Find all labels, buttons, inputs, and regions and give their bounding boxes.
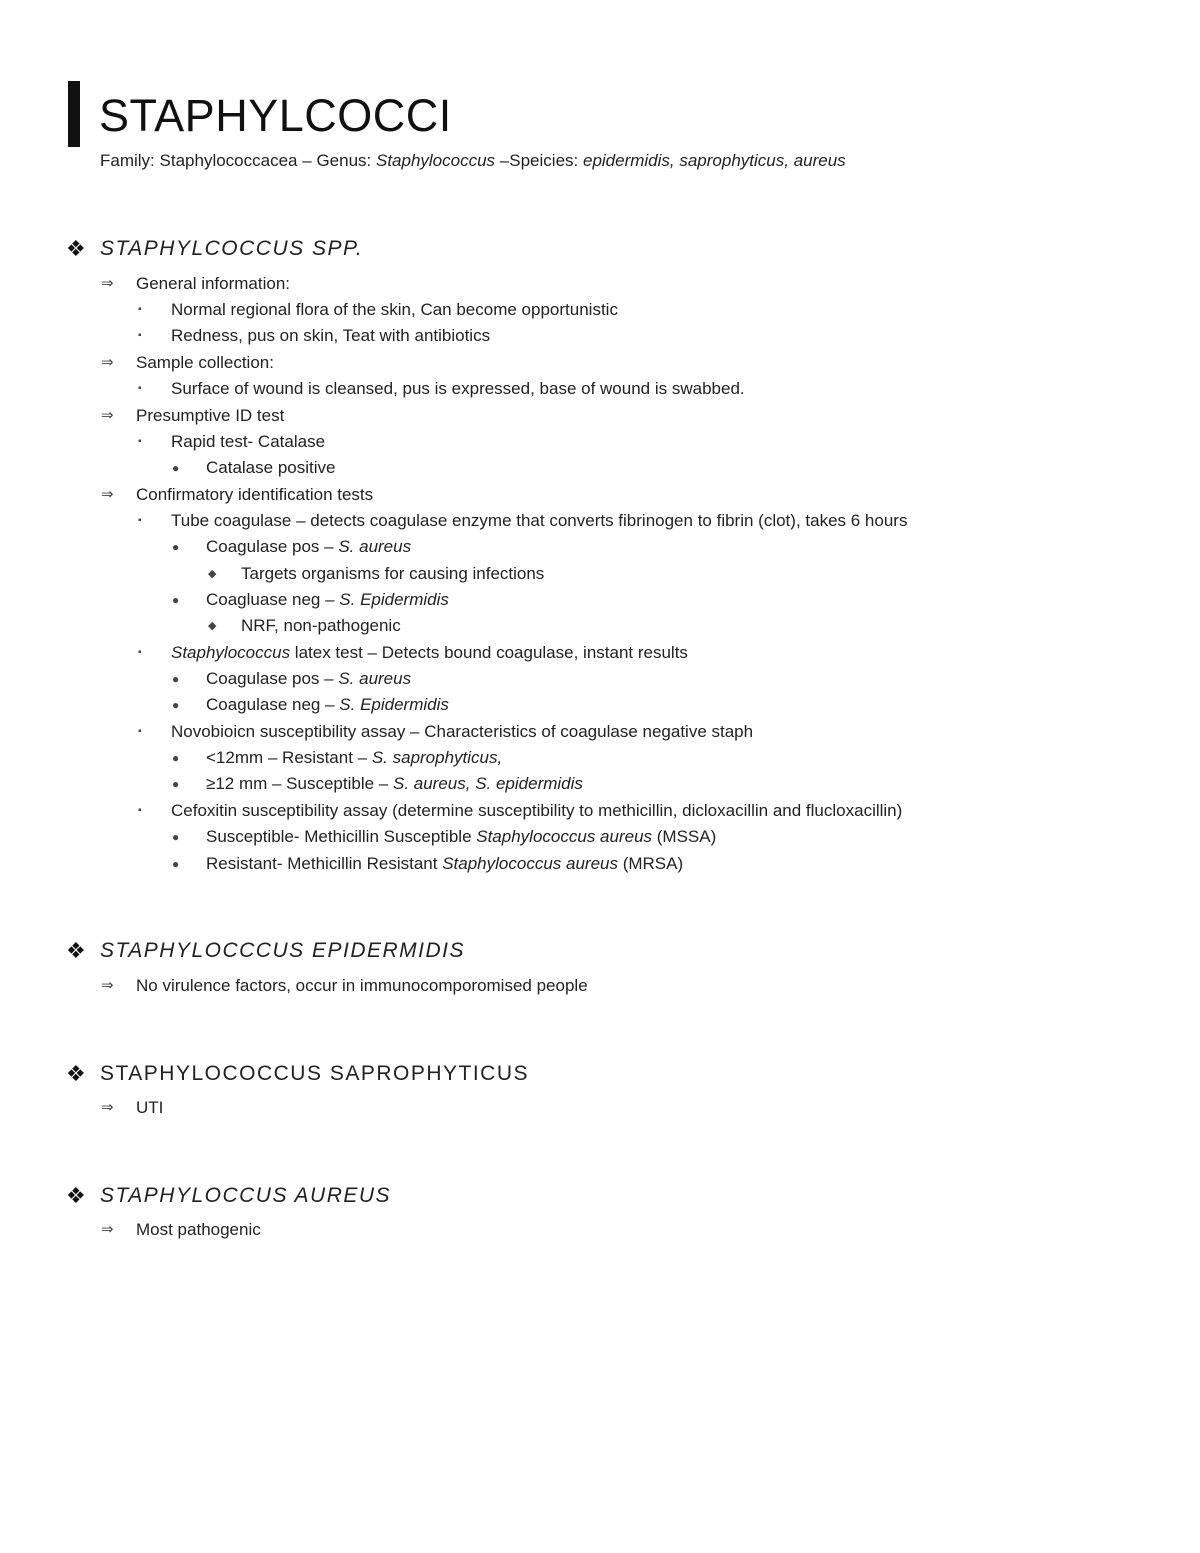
square-bullet-icon: ▪: [138, 383, 142, 394]
dot-bullet-icon: ●: [172, 540, 180, 554]
arrow-bullet-icon: ⇒: [101, 1099, 114, 1116]
square-bullet-icon: ▪: [138, 436, 142, 447]
square-bullet-icon: ▪: [138, 726, 142, 737]
dot-bullet-icon: ●: [172, 751, 180, 765]
dot-bullet-icon: ●: [172, 830, 180, 844]
arrow-bullet-icon: ⇒: [101, 1221, 114, 1238]
section-bullet-icon: ❖: [66, 938, 86, 963]
separator: –: [499, 151, 510, 170]
diamond-bullet-icon: ◆: [208, 620, 217, 632]
section-bullet-icon: ❖: [66, 1061, 86, 1086]
separator: –: [302, 151, 312, 170]
arrow-bullet-icon: ⇒: [101, 486, 114, 503]
arrow-bullet-icon: ⇒: [101, 354, 114, 371]
arrow-bullet-icon: ⇒: [101, 275, 114, 292]
page-title: STAPHYLCOCCI: [99, 90, 452, 141]
dot-bullet-icon: ●: [172, 698, 180, 712]
dot-bullet-icon: ●: [172, 857, 180, 871]
diamond-bullet-icon: ◆: [208, 568, 217, 580]
section-title-aureus: STAPHYLOCCUS AUREUS: [100, 1184, 392, 1207]
section-title-spp: STAPHYLCOCCUS SPP.: [100, 237, 364, 260]
section-title-saprophyticus: STAPHYLOCOCCUS SAPROPHYTICUS: [100, 1062, 530, 1085]
square-bullet-icon: ▪: [138, 304, 142, 315]
document-page: STAPHYLCOCCI Family: Staphylococcacea – Genus: Staphylococcus –Speicies: epidermidis, saprophyticus, aureus ❖ STAPHYLCOCCUS SPP. ⇒ General information: ▪ Normal regional flora of the skin, Can become opportunistic ▪ Redness, pus on skin, Teat with antibiotics ⇒ Sample collection: ▪ Surface of wound is cleansed, pus is expressed, base of wound is swabbed. ⇒ Presumptive ID test ▪ Rapid test- Catalase ● Catalase positive ⇒ Confirmatory identification tests ▪ Tube coagulase – detects coagulase enzyme that converts fibrinogen to fibrin (clot), takes 6 hours ● Coagulase pos – S. aureus ◆ Targets organisms for causing infections ● Coagluase neg – S. Epidermidis ◆ NRF, non-pathogenic ▪ Staphylococcus latex test – Detects bound coagulase, instant results ● Coagulase pos – S. aureus ● Coagulase neg – S. Epidermidis ▪ Novobioicn susceptibility assay – Characteristics of coagulase negative staph ● <12mm – Resistant – S. saprophyticus, ● ≥12 mm – Susceptible – S. aureus, S. epidermidis ▪ Cefoxitin susceptibility assay (determine susceptibility to methicillin, dicloxacillin and flucloxacillin) ● Susceptible- Methicillin Susceptible Staphylococcus aureus (MSSA) ● Resistant- Methicillin Resistant Staphylococcus aureus (MRSA) ❖ STAPHYLOCCCUS EPIDERMIDIS ⇒ No virulence factors, occur in immunocomporomised people ❖ STAPHYLOCOCCUS SAPROPHYTICUS ⇒ UTI ❖ STAPHYLOCCUS AUREUS ⇒ Most pathogenic: [0, 0, 1200, 1553]
square-bullet-icon: ▪: [138, 330, 142, 341]
dot-bullet-icon: ●: [172, 672, 180, 686]
genus-value: Staphylococcus: [375, 151, 496, 170]
dot-bullet-icon: ●: [172, 593, 180, 607]
section-bullet-icon: ❖: [66, 236, 86, 261]
arrow-bullet-icon: ⇒: [101, 407, 114, 424]
arrow-bullet-icon: ⇒: [101, 977, 114, 994]
square-bullet-icon: ▪: [138, 647, 142, 658]
dot-bullet-icon: ●: [172, 461, 180, 475]
section-title-epidermidis: STAPHYLOCCCUS EPIDERMIDIS: [100, 939, 465, 962]
dot-bullet-icon: ●: [172, 777, 180, 791]
family-value: Staphylococcacea: [159, 151, 298, 170]
section-bullet-icon: ❖: [66, 1183, 86, 1208]
genus-label: Genus:: [316, 151, 372, 170]
square-bullet-icon: ▪: [138, 515, 142, 526]
title-accent-bar: [68, 81, 80, 147]
family-label: Family:: [100, 151, 155, 170]
species-value: epidermidis, saprophyticus, aureus: [582, 151, 846, 170]
taxonomy-line: [100, 150, 846, 172]
species-label: Speicies:: [509, 151, 579, 170]
square-bullet-icon: ▪: [138, 805, 142, 816]
